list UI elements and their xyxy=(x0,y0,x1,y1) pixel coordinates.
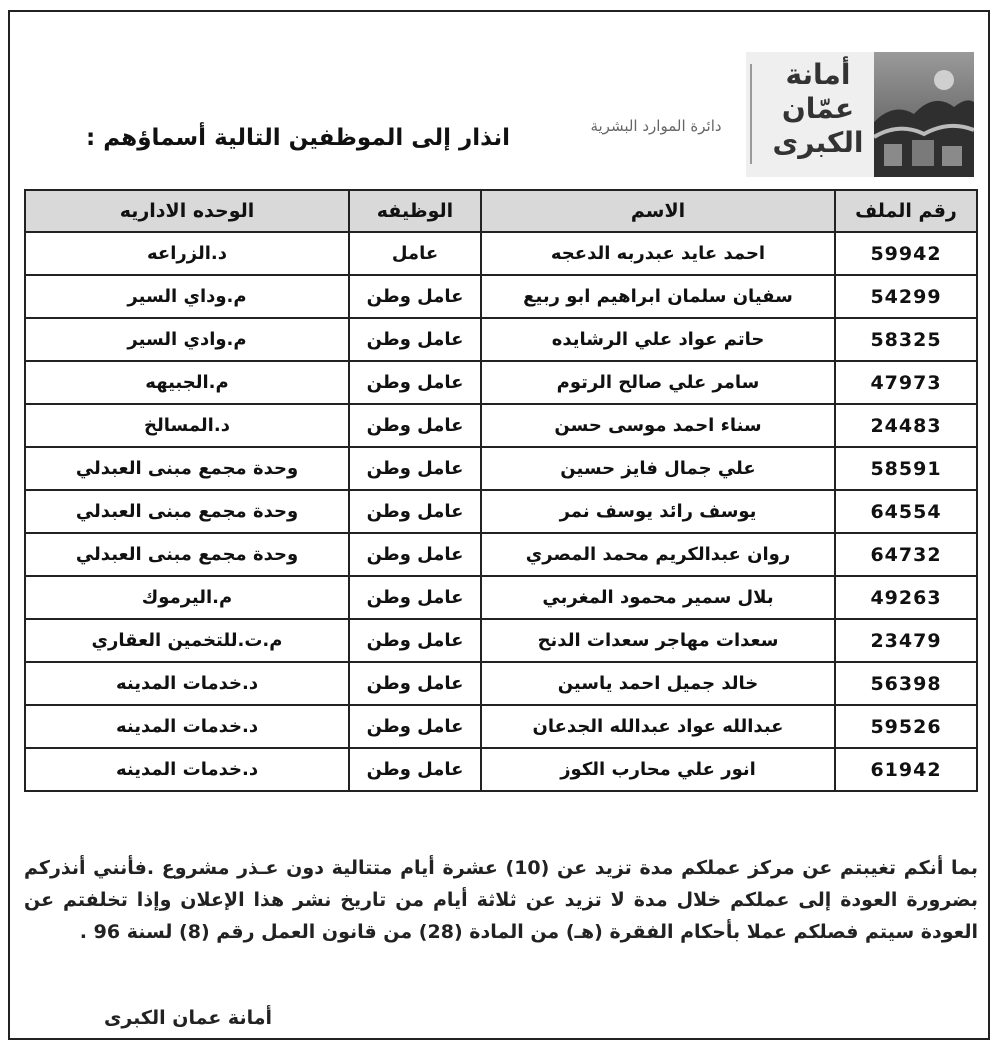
page-title: انذار إلى الموظفين التالية أسماؤهم : xyxy=(86,125,510,151)
job-title: عامل وطن xyxy=(350,319,482,362)
admin-unit: م.ت.للتخمين العقاري xyxy=(24,620,350,663)
department-label: دائرة الموارد البشرية xyxy=(590,117,722,135)
table-row xyxy=(24,663,978,706)
job-title: عامل وطن xyxy=(350,448,482,491)
job-title: عامل وطن xyxy=(350,276,482,319)
file-number: 59526 xyxy=(836,706,978,749)
admin-unit: م.الجبيهه xyxy=(24,362,350,405)
table-header-row xyxy=(24,189,978,233)
job-title: عامل وطن xyxy=(350,577,482,620)
job-title: عامل وطن xyxy=(350,534,482,577)
employee-name: بلال سمير محمود المغربي xyxy=(482,577,836,620)
file-number: 56398 xyxy=(836,663,978,706)
table-row xyxy=(24,448,978,491)
employee-name: سامر علي صالح الرتوم xyxy=(482,362,836,405)
job-title: عامل xyxy=(350,233,482,276)
admin-unit: د.خدمات المدينه xyxy=(24,706,350,749)
file-number: 54299 xyxy=(836,276,978,319)
table-row xyxy=(24,749,978,792)
column-header-unit: الوحده الاداريه xyxy=(24,189,350,233)
header xyxy=(10,12,988,182)
employee-name: حاتم عواد علي الرشايده xyxy=(482,319,836,362)
file-number: 47973 xyxy=(836,362,978,405)
logo-text xyxy=(770,58,866,160)
gam-logo xyxy=(746,52,974,177)
table-row xyxy=(24,706,978,749)
file-number: 24483 xyxy=(836,405,978,448)
file-number: 64732 xyxy=(836,534,978,577)
file-number: 49263 xyxy=(836,577,978,620)
admin-unit: م.اليرموك xyxy=(24,577,350,620)
file-number: 61942 xyxy=(836,749,978,792)
file-number: 58591 xyxy=(836,448,978,491)
file-number: 58325 xyxy=(836,319,978,362)
job-title: عامل وطن xyxy=(350,620,482,663)
job-title: عامل وطن xyxy=(350,405,482,448)
signature: أمانة عمان الكبرى xyxy=(103,1007,272,1029)
table-row xyxy=(24,491,978,534)
job-title: عامل وطن xyxy=(350,491,482,534)
admin-unit: وحدة مجمع مبنى العبدلي xyxy=(24,491,350,534)
announcement-frame xyxy=(8,10,990,1040)
admin-unit: د.المسالخ xyxy=(24,405,350,448)
admin-unit: د.خدمات المدينه xyxy=(24,749,350,792)
table-row xyxy=(24,620,978,663)
file-number: 59942 xyxy=(836,233,978,276)
admin-unit: م.وادي السير xyxy=(24,319,350,362)
employee-name: خالد جميل احمد ياسين xyxy=(482,663,836,706)
employee-name: انور علي محارب الكوز xyxy=(482,749,836,792)
table-row xyxy=(24,276,978,319)
employee-name: علي جمال فايز حسين xyxy=(482,448,836,491)
file-number: 23479 xyxy=(836,620,978,663)
employee-name: سناء احمد موسى حسن xyxy=(482,405,836,448)
table-row xyxy=(24,405,978,448)
admin-unit: وحدة مجمع مبنى العبدلي xyxy=(24,534,350,577)
admin-unit: د.الزراعه xyxy=(24,233,350,276)
employee-name: سعدات مهاجر سعدات الدنح xyxy=(482,620,836,663)
logo-line-2: عمّان xyxy=(781,92,855,125)
table-row xyxy=(24,233,978,276)
column-header-name: الاسم xyxy=(482,189,836,233)
table-row xyxy=(24,362,978,405)
logo-line-3: الكبرى xyxy=(772,126,864,159)
employee-name: احمد عايد عبدربه الدعجه xyxy=(482,233,836,276)
column-header-job: الوظيفه xyxy=(350,189,482,233)
job-title: عامل وطن xyxy=(350,663,482,706)
table-row xyxy=(24,577,978,620)
notice-paragraph: بما أنكم تغيبتم عن مركز عملكم مدة تزيد عن (10) عشرة أيام متتالية دون عـذر مشروع .فأنني أنذركم بضرورة العودة إلى عملكم خلال مدة لا تزيد عن ثلاثة أيام من تاريخ نشر هذا الإعلان وإذا تخلفتم عن العودة سيتم فصلكم عملا بأحكام الفقرة (هـ) من المادة (28) من قانون العمل رقم (8) لسنة 96 . xyxy=(24,857,979,943)
employees-table xyxy=(24,189,978,792)
logo-line-1: أمانة xyxy=(785,58,851,91)
admin-unit: د.خدمات المدينه xyxy=(24,663,350,706)
table-row xyxy=(24,534,978,577)
job-title: عامل وطن xyxy=(350,706,482,749)
employee-name: عبدالله عواد عبدالله الجدعان xyxy=(482,706,836,749)
employee-name: روان عبدالكريم محمد المصري xyxy=(482,534,836,577)
job-title: عامل وطن xyxy=(350,749,482,792)
logo-emblem-icon xyxy=(874,52,974,177)
file-number: 64554 xyxy=(836,491,978,534)
employee-name: يوسف رائد يوسف نمر xyxy=(482,491,836,534)
table-row xyxy=(24,319,978,362)
admin-unit: وحدة مجمع مبنى العبدلي xyxy=(24,448,350,491)
logo-divider xyxy=(750,64,752,164)
column-header-file: رقم الملف xyxy=(836,189,978,233)
job-title: عامل وطن xyxy=(350,362,482,405)
admin-unit: م.وداي السير xyxy=(24,276,350,319)
employee-name: سفيان سلمان ابراهيم ابو ربيع xyxy=(482,276,836,319)
